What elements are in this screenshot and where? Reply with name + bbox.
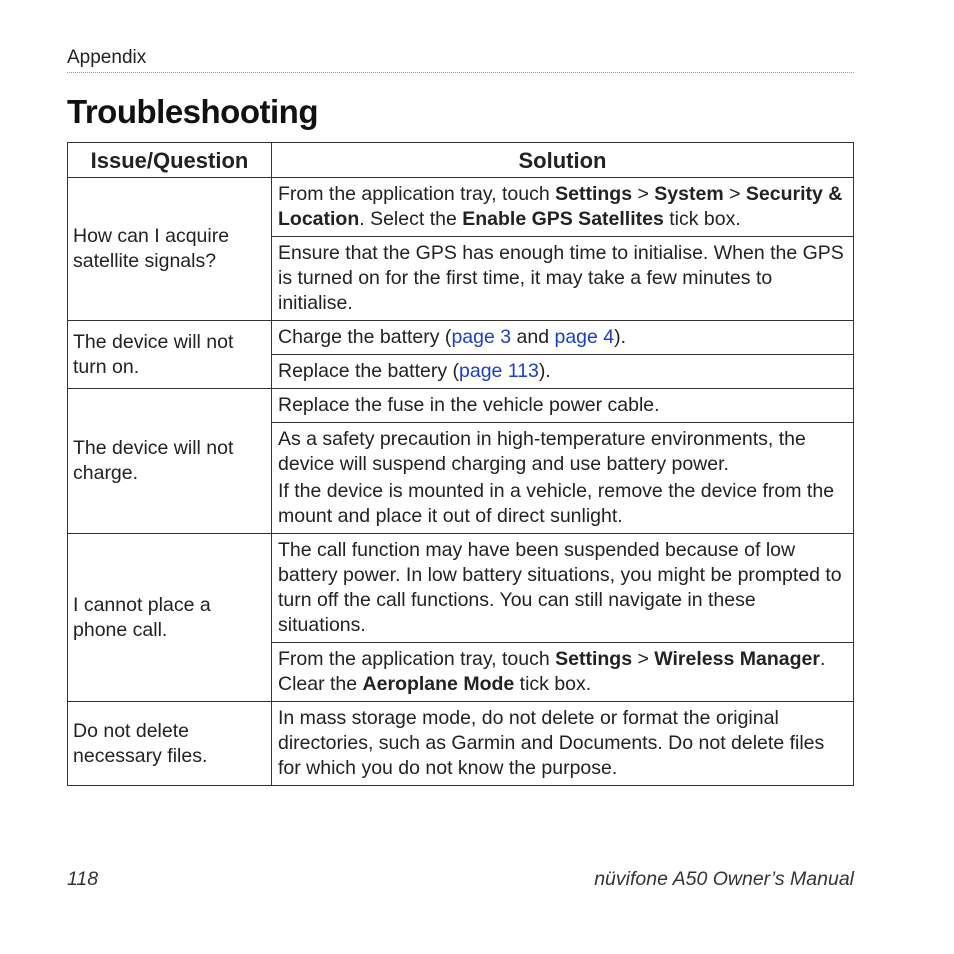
menu-term: Settings [555,183,633,205]
solution-paragraph: As a safety precaution in high-temperature environments, the device will suspend charging and use battery power. [278,428,806,475]
solution-text: > [632,648,655,670]
menu-term: Aeroplane Mode [362,673,515,695]
solution-text: . Select the [359,208,463,230]
solution-text: > [632,183,655,205]
table-header-row [68,143,854,178]
solution-text: tick box. [663,208,741,230]
page-link[interactable]: page 113 [459,360,539,382]
page-link[interactable]: page 3 [451,326,512,348]
solution-text: and [511,326,555,348]
solution-text: ). [538,360,551,382]
table-row [68,389,854,423]
solution-paragraph: If the device is mounted in a vehicle, remove the device from the mount and place it out of direct sunlight. [278,480,835,527]
solution-text: Charge the battery ( [278,326,452,348]
issue-column-header: Issue/Question [68,143,272,178]
solution-cell: The call function may have been suspended because of low battery power. In low battery situations, you might be prompted to turn off the call functions. You can still navigate in these situations. [272,534,854,643]
menu-term: Enable GPS Satellites [462,208,664,230]
page-link[interactable]: page 4 [554,326,615,348]
header-dotted-rule [67,72,854,73]
solution-cell [272,643,854,702]
solution-text: From the application tray, touch [278,183,556,205]
manual-title: nüvifone A50 Owner’s Manual [594,868,854,890]
solution-column-header: Solution [272,143,854,178]
solution-text: ). [614,326,627,348]
troubleshooting-table [67,142,854,786]
solution-cell [272,355,854,389]
issue-cell: How can I acquire satellite signals? [68,178,272,321]
solution-text: tick box. [514,673,592,695]
issue-cell: The device will not turn on. [68,321,272,389]
page-number: 118 [67,868,99,890]
page-title: Troubleshooting [67,93,318,130]
table-row [68,321,854,355]
issue-cell: Do not delete necessary files. [68,702,272,786]
solution-text: Replace the battery ( [278,360,460,382]
section-label: Appendix [67,47,147,68]
solution-cell: In mass storage mode, do not delete or format the original directories, such as Garmin and Documents. Do not delete files for which you do not know the purpose. [272,702,854,786]
issue-cell: The device will not charge. [68,389,272,534]
table-row [68,702,854,786]
solution-text: . Clear the [278,648,826,695]
menu-term: Wireless Manager [654,648,820,670]
menu-term: Settings [555,648,633,670]
table-row [68,534,854,643]
solution-cell [272,321,854,355]
table-row [68,178,854,237]
solution-cell: Ensure that the GPS has enough time to initialise. When the GPS is turned on for the first time, it may take a few minutes to initialise. [272,237,854,321]
solution-cell [272,178,854,237]
menu-term: System [654,183,724,205]
issue-cell: I cannot place a phone call. [68,534,272,702]
solution-cell [272,423,854,534]
menu-term: Security & Location [278,183,843,230]
solution-text: From the application tray, touch [278,648,556,670]
solution-cell: Replace the fuse in the vehicle power cable. [272,389,854,423]
solution-text: > [723,183,746,205]
